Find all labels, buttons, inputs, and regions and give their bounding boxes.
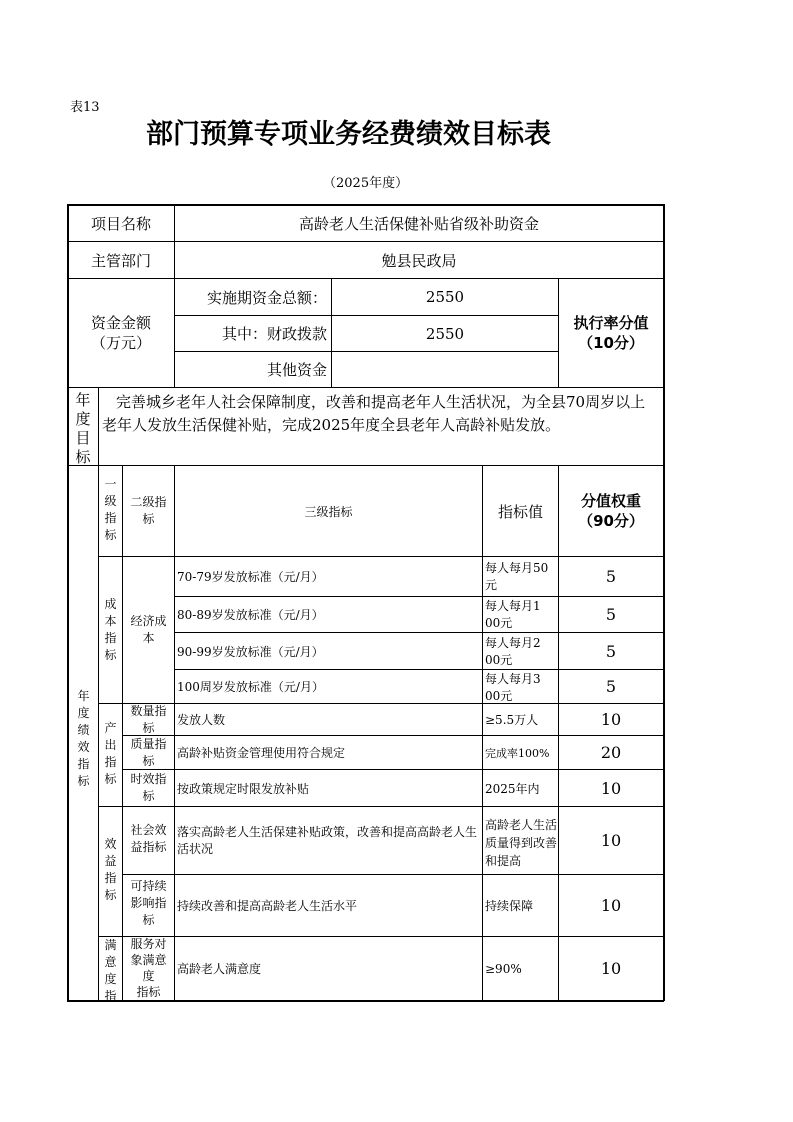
- project-name-value: 高龄老人生活保健补贴省级补助资金: [298, 214, 539, 233]
- table-row-value: 持续保障: [485, 899, 534, 913]
- other-funds-value: [332, 352, 558, 387]
- fiscal-year: （2025年度）: [323, 176, 409, 191]
- level1-header: 一 级 指 标: [104, 477, 117, 542]
- table-row-value: ≥90%: [485, 961, 522, 976]
- table-row-name: 高龄补贴资金管理使用符合规定: [177, 746, 346, 760]
- table-number: 表13: [70, 100, 100, 115]
- other-funds-label: 其他资金: [266, 361, 327, 379]
- table-row-name: 落实高龄老人生活保建补贴政策，改善和提高高龄老人生活状况: [177, 825, 478, 856]
- table-row-score: 10: [600, 831, 622, 850]
- table-row-score: 5: [605, 677, 617, 696]
- annual-goal-text: 完善城乡老年人社会保障制度，改善和提高老年人生活状况，为全县70周岁以上老年人发放生活保健补贴，完成2025年度全县老年人高龄补贴发放。: [102, 393, 646, 434]
- annual-goal-label: 年 度 目 标: [75, 391, 91, 465]
- table-row-name: 70-79岁发放标准（元/月）: [177, 570, 324, 584]
- total-funds-value: 2550: [425, 288, 465, 306]
- level2-header: 二级指 标: [130, 495, 167, 526]
- table-row-value: ≥5.5万人: [485, 713, 539, 727]
- time-indicator-label: 时效指 标: [130, 772, 167, 803]
- table-row-value: 每人每月200元: [485, 636, 541, 667]
- table-row-value: 每人每月300元: [485, 672, 541, 703]
- quantity-indicator-label: 数量指 标: [130, 704, 167, 735]
- table-row-score: 5: [605, 567, 617, 586]
- table-row-score: 10: [600, 778, 622, 798]
- funds-label: 资金金额 （万元）: [90, 314, 151, 352]
- table-row-score: 10: [600, 959, 622, 978]
- table-row-name: 高龄老人满意度: [177, 962, 262, 976]
- performance-indicators-label: 年 度 绩 效 指 标: [77, 689, 90, 788]
- output-indicators-label: 产 出 指 标: [104, 721, 117, 786]
- table-row-score: 10: [600, 710, 622, 729]
- table-row-value: 高龄老人生活质量得到改善和提高: [485, 818, 558, 868]
- fiscal-funds-label: 其中：财政拨款: [221, 325, 327, 343]
- satisfaction-indicators-label: 满 意 度 指: [104, 938, 117, 1000]
- page-title: 部门预算专项业务经费绩效目标表: [146, 119, 551, 150]
- table-row-score: 20: [600, 743, 622, 762]
- service-satisfaction-label: 服务对 象满意 度 指标: [130, 937, 167, 999]
- table-row-score: 10: [600, 896, 622, 915]
- department-value: 勉县民政局: [381, 251, 457, 270]
- table-row-score: 5: [605, 641, 617, 661]
- table-row-name: 80-89岁发放标准（元/月）: [177, 608, 324, 622]
- table-row-name: 持续改善和提高高龄老人生活水平: [177, 899, 358, 913]
- table-row-name: 100周岁发放标准（元/月）: [177, 680, 324, 694]
- table-row-score: 5: [605, 605, 617, 624]
- sustainable-impact-label: 可持续 影响指 标: [130, 879, 167, 927]
- table-row-name: 发放人数: [177, 713, 226, 727]
- project-name-label: 项目名称: [90, 214, 151, 233]
- table-row-name: 90-99岁发放标准（元/月）: [177, 644, 324, 659]
- department-label: 主管部门: [90, 251, 151, 270]
- benefit-indicators-label: 效 益 指 标: [104, 837, 117, 902]
- table-row-value: 2025年内: [485, 781, 540, 796]
- total-funds-label: 实施期资金总额：: [206, 288, 327, 307]
- table-row-value: 完成率100%: [485, 746, 550, 760]
- indicator-value-header: 指标值: [497, 502, 543, 521]
- quality-indicator-label: 质量指 标: [130, 737, 167, 768]
- economic-cost-label: 经济成 本: [130, 614, 167, 645]
- table-row-value: 每人每月100元: [485, 599, 541, 630]
- table-row-name: 按政策规定时限发放补贴: [177, 781, 310, 796]
- level3-header: 三级指标: [304, 504, 353, 519]
- cost-indicators-label: 成 本 指 标: [104, 597, 117, 662]
- table-row-value: 每人每月50元: [485, 561, 549, 592]
- social-benefit-label: 社会效 益指标: [130, 823, 167, 854]
- fiscal-funds-value: 2550: [425, 324, 465, 343]
- execution-rate-score: 执行率分值 （10分）: [573, 314, 649, 352]
- weight-header: 分值权重 （90分）: [578, 492, 644, 530]
